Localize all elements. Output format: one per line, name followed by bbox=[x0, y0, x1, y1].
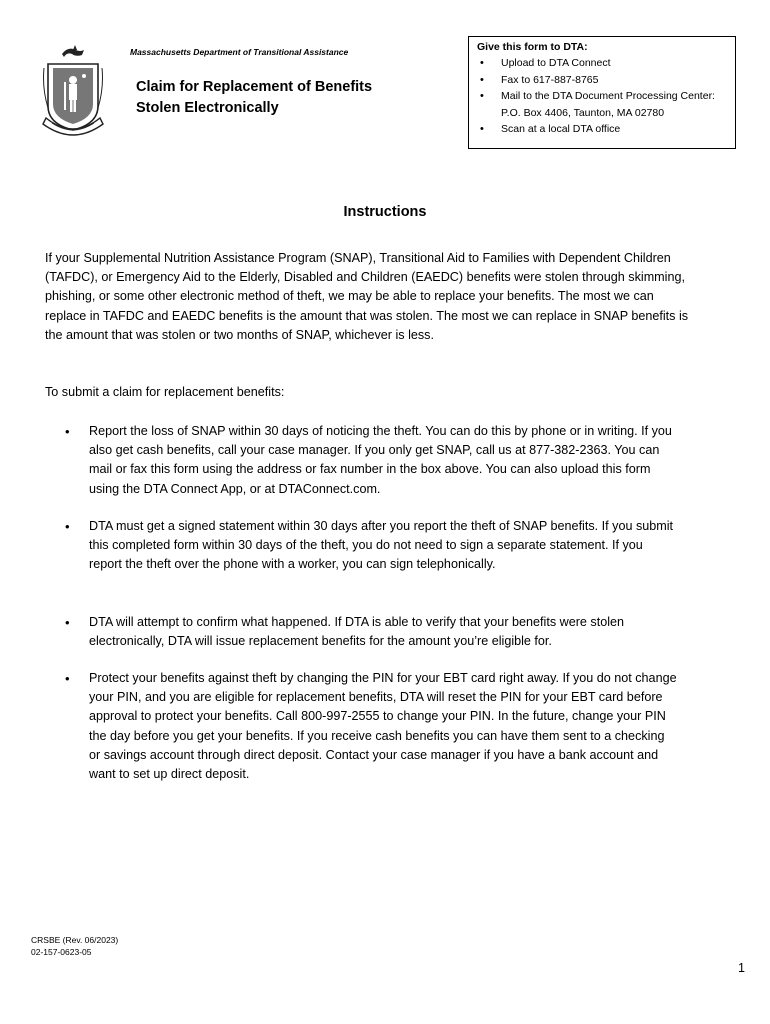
instruction-bullet-protect-pin: • Protect your benefits against theft by changing the PIN for your EBT card right away. If you do not change your PIN, and you are eligible for replacement benefits, DTA will reset the PIN for your EBT card before approval to protect your benefits. Call 800-997-2555 to change your PIN. In the future, change your PIN the day before you get your benefits. If you receive cash benefits you can have them sent to a checking or savings account through direct deposit. Contact your case manager if you have a bank account and want to set up direct deposit. bbox=[89, 669, 679, 784]
submission-method-scan: • Scan at a local DTA office bbox=[477, 121, 727, 138]
instruction-bullet-signed-statement: • DTA must get a signed statement within 30 days after you report the theft of SNAP benefits. If you submit this completed form within 30 days of the theft, you do not need to sign a separate statement. If you report the theft over the phone with a worker, you can sign telephonically. bbox=[89, 517, 679, 575]
instructions-intro-paragraph: If your Supplemental Nutrition Assistance Program (SNAP), Transitional Aid to Families with Dependent Children (TAFDC), or Emergency Aid to the Elderly, Disabled and Children (EAEDC) benefits were stolen through skimming, phishing, or some other electronic method of theft, we may be able to replace your benefits. The most we can replace in TAFDC and EAEDC benefits is the amount that was stolen. The most we can replace in SNAP benefits is the amount that was stolen or two months of SNAP, whichever is less. bbox=[45, 251, 689, 342]
submission-method-fax: • Fax to 617-887-8765 bbox=[477, 72, 727, 89]
agency-name: Massachusetts Department of Transitional Assistance bbox=[130, 47, 349, 57]
submission-methods-list bbox=[477, 55, 727, 138]
massachusetts-seal-icon bbox=[42, 44, 104, 138]
instruction-bullet-report-loss: • Report the loss of SNAP within 30 days of noticing the theft. You can do this by phone or in writing. If you also get cash benefits, call your case manager. If you only get SNAP, call us at 877-382-2363. You can mail or fax this form using the address or fax number in the box above. You can also upload this form using the DTA Connect App, or at DTAConnect.com. bbox=[89, 422, 679, 499]
form-title-line2: Stolen Electronically bbox=[136, 100, 279, 116]
instructions-heading: Instructions bbox=[343, 204, 427, 220]
instruction-bullet-confirmation: • DTA will attempt to confirm what happened. If DTA is able to verify that your benefits were stolen electronically, DTA will issue replacement benefits for the amount you’re eligible for. bbox=[89, 613, 679, 651]
form-title-line1: Claim for Replacement of Benefits bbox=[136, 79, 373, 95]
form-title bbox=[136, 77, 436, 119]
form-number: 02-157-0623-05 bbox=[31, 947, 92, 957]
page-number: 1 bbox=[738, 961, 745, 975]
form-revision-code: CRSBE (Rev. 06/2023) bbox=[31, 935, 119, 945]
submission-methods-box bbox=[468, 36, 736, 149]
submission-box-heading: Give this form to DTA: bbox=[477, 41, 588, 53]
instructions-lead-text: To submit a claim for replacement benefits: bbox=[45, 385, 285, 399]
submission-method-mail: • Mail to the DTA Document Processing Center: P.O. Box 4406, Taunton, MA 02780 bbox=[477, 88, 727, 121]
form-footer bbox=[31, 934, 118, 958]
submission-method-upload: • Upload to DTA Connect bbox=[477, 55, 727, 72]
